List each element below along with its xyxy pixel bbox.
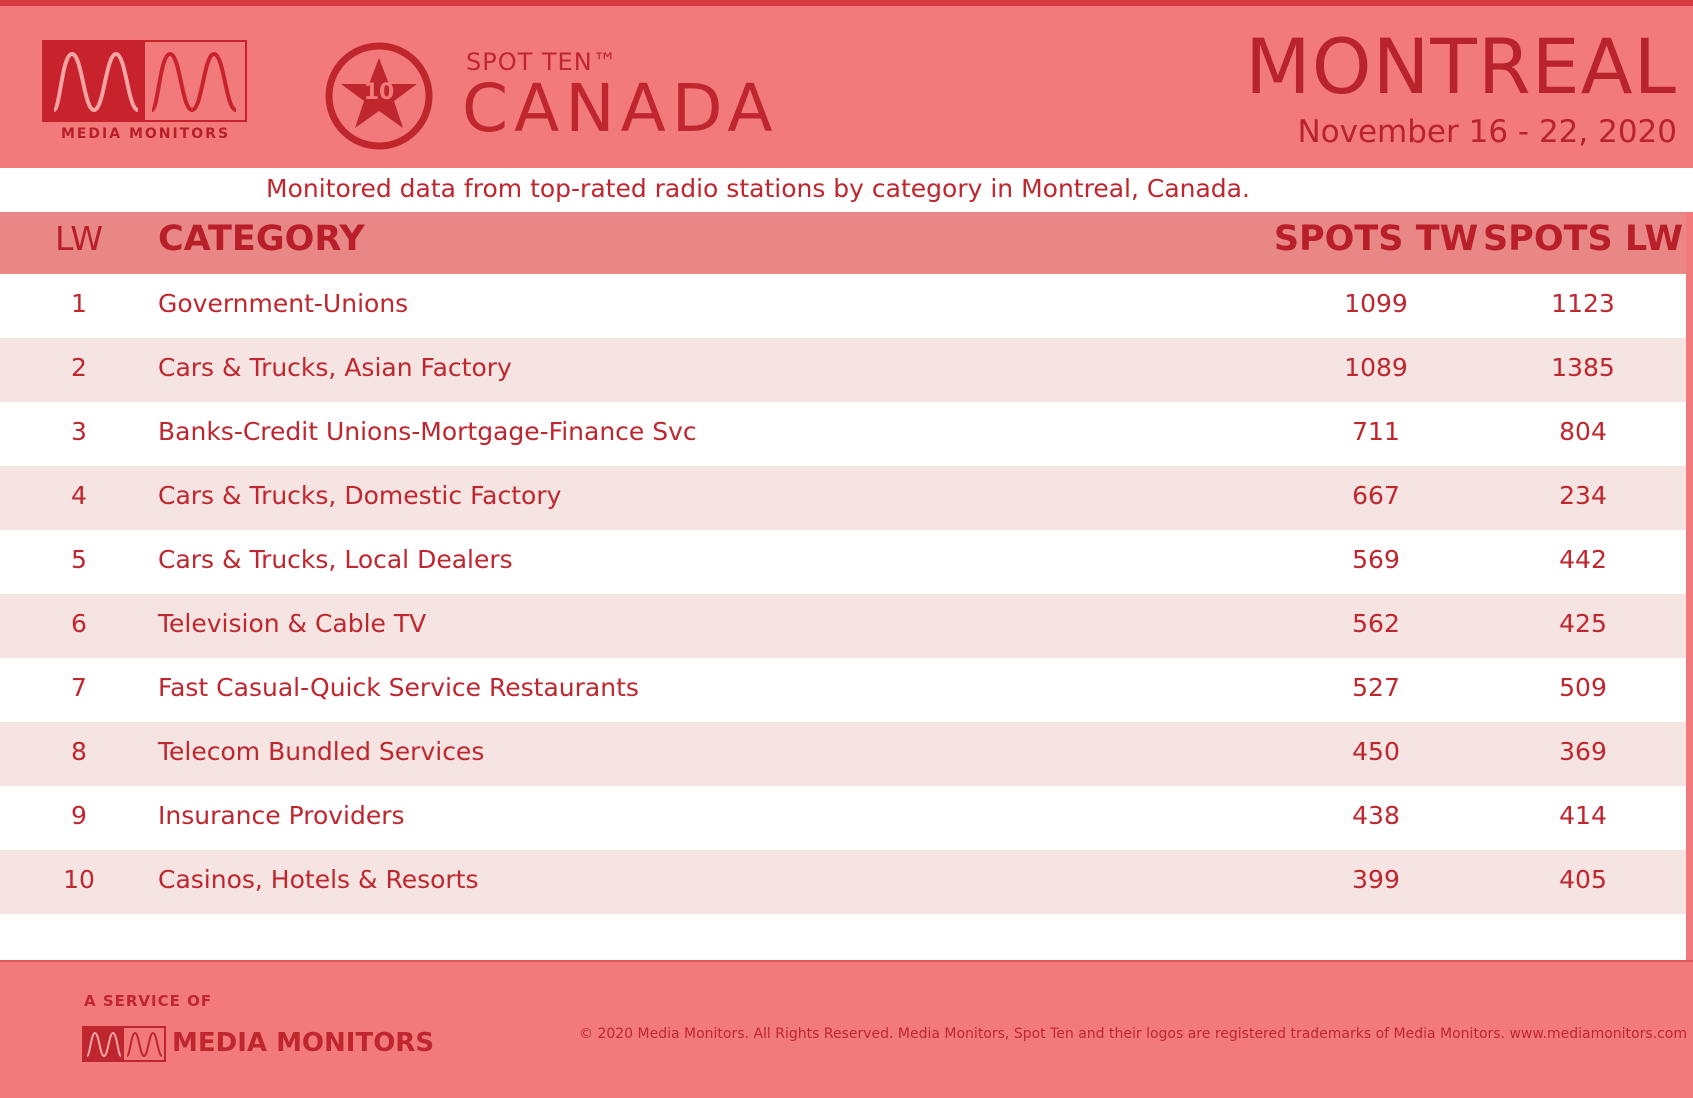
spot-ten-label: SPOT TEN™ — [466, 48, 618, 76]
spots-tw-cell: 562 — [1352, 609, 1400, 638]
category-cell: Cars & Trucks, Local Dealers — [158, 545, 513, 574]
table-row — [0, 402, 1693, 466]
category-cell: Casinos, Hotels & Resorts — [158, 865, 479, 894]
spots-tw-cell: 527 — [1352, 673, 1400, 702]
footer-media-monitors-logo — [82, 1026, 452, 1066]
column-header-spots-tw: SPOTS TW — [1273, 219, 1479, 259]
service-of-label: A SERVICE OF — [84, 992, 213, 1010]
table-row — [0, 658, 1693, 722]
rank-cell: 2 — [71, 353, 87, 382]
category-cell: Telecom Bundled Services — [158, 737, 485, 766]
category-cell: Government-Unions — [158, 289, 409, 318]
spots-tw-cell: 1089 — [1344, 353, 1408, 382]
category-cell: Cars & Trucks, Asian Factory — [158, 353, 512, 382]
report-subtitle — [0, 168, 1693, 212]
spots-tw-cell: 438 — [1352, 801, 1400, 830]
rank-cell: 5 — [71, 545, 87, 574]
category-cell: Insurance Providers — [158, 801, 405, 830]
logo-wordmark: MEDIA MONITORS — [60, 126, 231, 142]
rank-cell: 7 — [71, 673, 87, 702]
spots-lw-cell: 442 — [1559, 545, 1607, 574]
spots-tw-cell: 399 — [1352, 865, 1400, 894]
table-header — [0, 212, 1693, 274]
spots-lw-cell: 509 — [1559, 673, 1607, 702]
spots-tw-cell: 450 — [1352, 737, 1400, 766]
rank-cell: 10 — [63, 865, 95, 894]
spots-lw-cell: 414 — [1559, 801, 1607, 830]
category-cell: Banks-Credit Unions-Mortgage-Finance Svc — [158, 417, 697, 446]
spots-tw-cell: 569 — [1352, 545, 1400, 574]
spots-lw-cell: 369 — [1559, 737, 1607, 766]
table-row — [0, 722, 1693, 786]
date-range: November 16 - 22, 2020 — [1297, 114, 1677, 150]
rank-cell: 3 — [71, 417, 87, 446]
spots-tw-cell: 1099 — [1344, 289, 1408, 318]
category-cell: Fast Casual-Quick Service Restaurants — [158, 673, 639, 702]
copyright-text: © 2020 Media Monitors. All Rights Reserved. Media Monitors, Spot Ten and their logos are registered trademarks of Media Monitors. www.mediamonitors.com — [579, 1026, 1687, 1042]
country-title: CANADA — [462, 70, 779, 147]
spots-lw-cell: 425 — [1559, 609, 1607, 638]
waveform-icon — [42, 40, 247, 122]
table-row — [0, 850, 1693, 914]
spots-lw-cell: 1123 — [1551, 289, 1615, 318]
spot-ten-badge — [323, 40, 435, 152]
category-cell: Television & Cable TV — [158, 609, 427, 638]
table-row — [0, 786, 1693, 850]
report-footer — [0, 960, 1693, 1098]
rank-cell: 6 — [71, 609, 87, 638]
category-cell: Cars & Trucks, Domestic Factory — [158, 481, 562, 510]
footer-waveform-icon — [82, 1026, 166, 1062]
city-title: MONTREAL — [1245, 22, 1677, 111]
media-monitors-logo — [42, 40, 249, 146]
report-header — [0, 0, 1693, 168]
spots-lw-cell: 234 — [1559, 481, 1607, 510]
rank-cell: 9 — [71, 801, 87, 830]
rank-cell: 8 — [71, 737, 87, 766]
spots-tw-cell: 711 — [1352, 417, 1400, 446]
right-edge-stripe — [1686, 212, 1693, 960]
column-header-spots-lw: SPOTS LW — [1482, 219, 1684, 259]
footer-logo-wordmark: MEDIA MONITORS — [172, 1028, 435, 1058]
rank-cell: 1 — [71, 289, 87, 318]
spots-lw-cell: 1385 — [1551, 353, 1615, 382]
column-header-category: CATEGORY — [158, 219, 365, 259]
badge-number: 10 — [363, 80, 395, 105]
spots-tw-cell: 667 — [1352, 481, 1400, 510]
table-body — [0, 274, 1693, 914]
spots-lw-cell: 405 — [1559, 865, 1607, 894]
table-row — [0, 530, 1693, 594]
table-row — [0, 274, 1693, 338]
table-row — [0, 594, 1693, 658]
table-row — [0, 466, 1693, 530]
subtitle-text: Monitored data from top-rated radio stations by category in Montreal, Canada. — [266, 174, 1250, 203]
column-header-lw: LW — [55, 219, 103, 258]
rank-cell: 4 — [71, 481, 87, 510]
table-row — [0, 338, 1693, 402]
spots-lw-cell: 804 — [1559, 417, 1607, 446]
